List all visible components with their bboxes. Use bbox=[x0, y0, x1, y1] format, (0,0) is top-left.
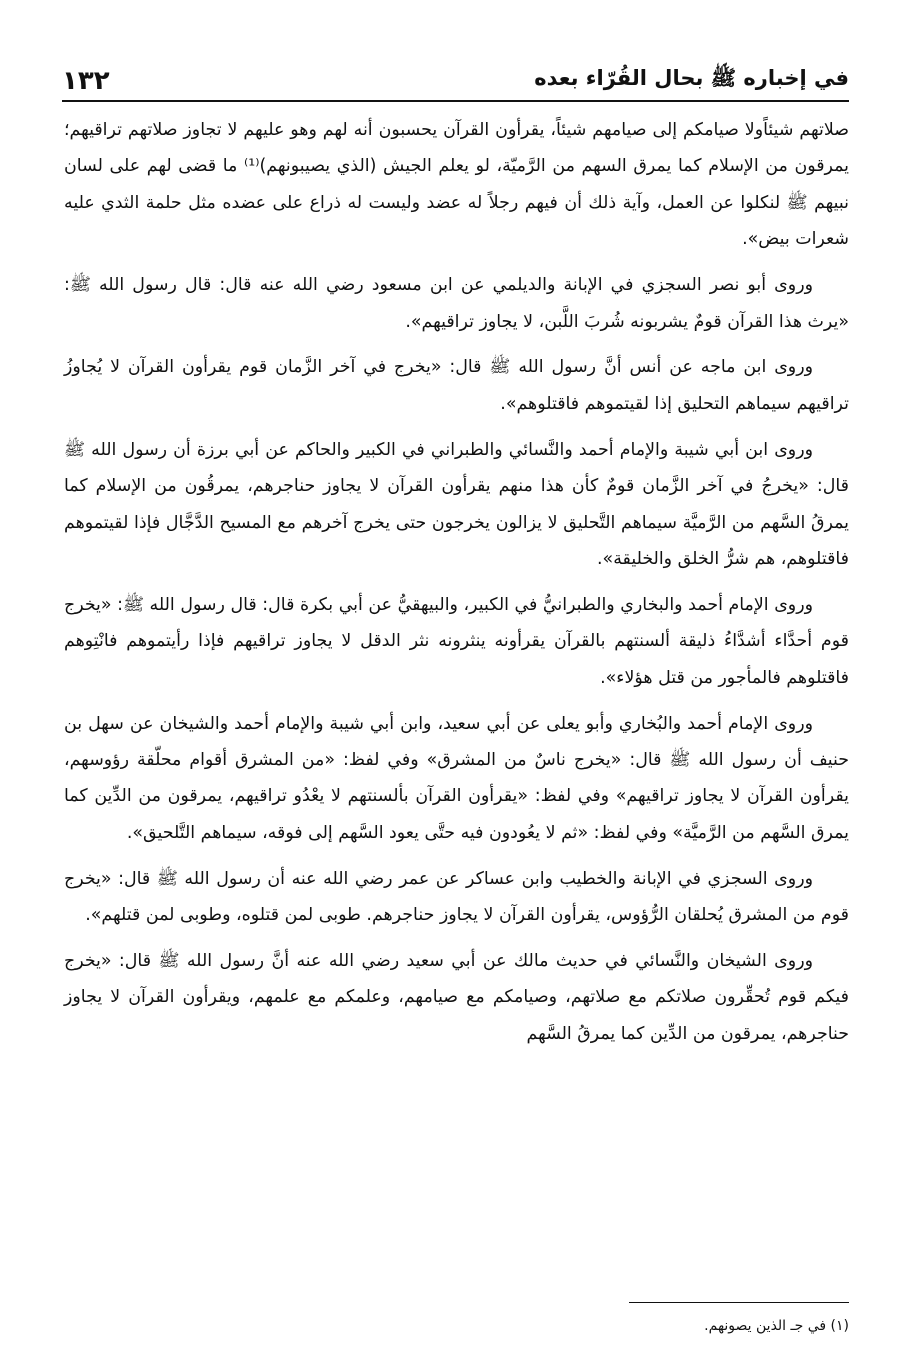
paragraph: وروى الإمام أحمد والبخاري والطبرانيُّ في الكبير، والبيهقيُّ عن أبي بكرة قال: قال رسول الله ﷺ: «يخرج قوم أحدَّاء أشدَّاءُ ذليقة ألسنتهم بالقرآن يقرأونه ينثرونه نثر الدقل لا يجاوز تراقيهم فإذا رأيتموهم فانْتِوهم فاقتلوهم فالمأجور من قتل هؤلاء». bbox=[64, 594, 849, 688]
paragraph: وروى أبو نصر السجزي في الإبانة والديلمي عن ابن مسعود رضي الله عنه قال: قال رسول الله ﷺ: «يرث هذا القرآن قومٌ يشربونه شُربَ اللَّبن، لا يجاوز تراقيهم». bbox=[64, 275, 849, 332]
header-rule bbox=[62, 100, 849, 102]
paragraph: وروى ابن أبي شيبة والإمام أحمد والنَّسائي والطبراني في الكبير والحاكم عن أبي برزة أن رسول الله ﷺ قال: «يخرجُ في آخر الزَّمان قومٌ كأن هذا منهم يقرأون القرآن لا يجاوز حناجرهم، يمرقُون من الإسلام كما يمرقُ السَّهم من الرَّميَّة سيماهم التَّحليق لا يزالون يخرجون حتى يخرج آخرهم مع المسيح الدَّجَّال فإذا لقيتموهم فاقتلوهم، هم شرُّ الخلق والخليقة». bbox=[64, 439, 849, 569]
paragraph: وروى السجزي في الإبانة والخطيب وابن عساكر عن عمر رضي الله عنه أن رسول الله ﷺ قال: «يخرج قوم من المشرق يُحلقان الرُّؤوس، يقرأون القرآن لا يجاوز حناجرهم. طوبى لمن قتلوه، وطوبى لمن قتلهم». bbox=[64, 868, 849, 926]
paragraph: وروى الإمام أحمد والبُخاري وأبو يعلى عن أبي سعيد، وابن أبي شيبة والإمام أحمد والشيخان عن سهل بن حنيف أن رسول الله ﷺ قال: «يخرج ناسٌ من المشرق» وفي لفظ: «من المشرق أقوام محلّقة رؤوسهم، يقرأون القرآن لا يجاوز تراقيهم» وفي لفظ: «يقرأون القرآن بألسنتهم لا يعْدُو تراقيهم، يمرقون من الدِّين كما يمرق السَّهم من الرَّميَّة» وفي لفظ: «ثم لا يعُودون فيه حتَّى يعود السَّهم إلى فوقه، سيماهم التَّلحيق». bbox=[64, 713, 849, 843]
paragraph: وروى ابن ماجه عن أنس أنَّ رسول الله ﷺ قال: «يخرج في آخر الزَّمان قوم يقرأون القرآن لا يُجاوزُ تراقيهم سيماهم التحليق إذا لقيتموهم فاقتلوهم». bbox=[64, 357, 849, 414]
footnote-rule bbox=[629, 1302, 849, 1303]
paragraph: صلاتهم شيئاًولا صيامكم إلى صيامهم شيئاً، يقرأون القرآن يحسبون أنه لهم وهو عليهم لا تجاوز صلاتهم تراقيهم؛ يمرقون من الإسلام كما يمرق السهم من الرَّميّة، لو يعلم الجيش (الذي يصيبونهم)⁽¹⁾ ما قضى لهم على لسان نبيهم ﷺ لنكلوا عن العمل، وآية ذلك أن فيهم رجلاً له عضد وليست له ذراع على عضده مثل حلمة الثدي عليه شعرات بيض». bbox=[64, 120, 849, 250]
running-title: في إخباره ﷺ بحال القُرّاء بعده bbox=[534, 66, 849, 90]
page-header bbox=[62, 58, 849, 96]
body-text bbox=[64, 112, 849, 1062]
paragraph: وروى الشيخان والنَّسائي في حديث مالك عن أبي سعيد رضي الله عنه أنَّ رسول الله ﷺ قال: «يخرج فيكم قوم تُحقِّرون صلاتكم مع صلاتهم، وصيامكم مع صيامهم، وعلمكم مع علمهم، ويقرأون القرآن لا يجاوز حناجرهم، يمرقون من الدِّين كما يمرقُ السَّهم bbox=[64, 951, 849, 1044]
footnote: (١) في جـ الذين يصونهم. bbox=[704, 1318, 849, 1334]
page-number: ١٣٢ bbox=[62, 66, 110, 96]
